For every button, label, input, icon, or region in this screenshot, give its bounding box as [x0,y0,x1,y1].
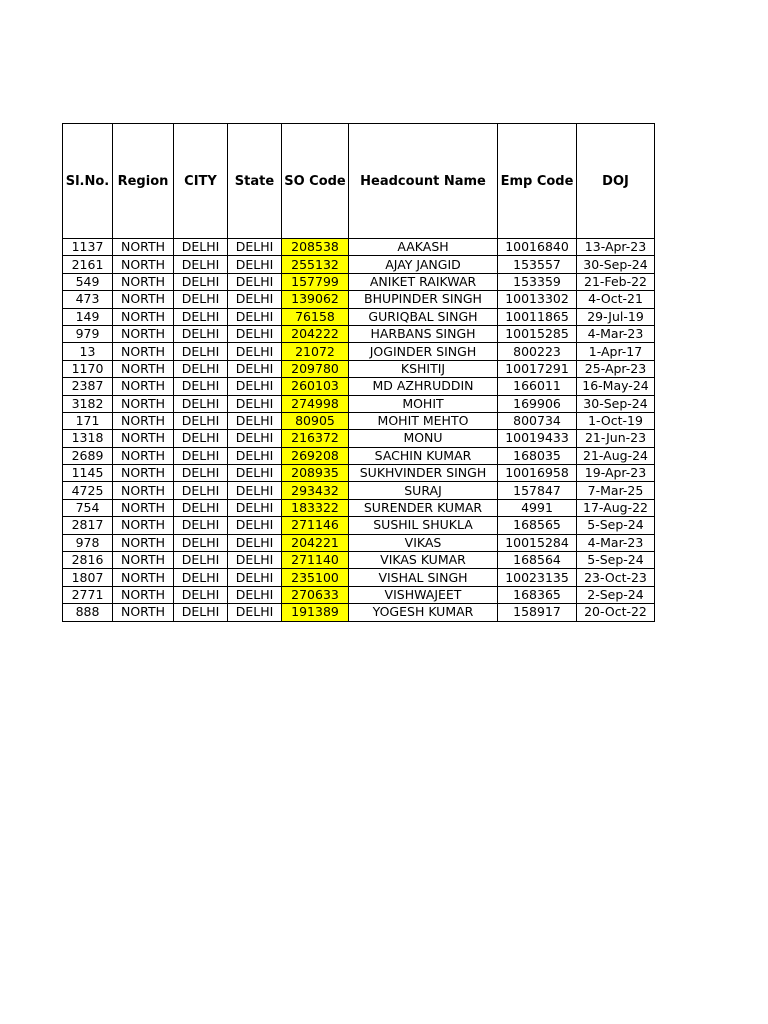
cell-headcount-name: MOHIT MEHTO [349,412,498,429]
cell-city: DELHI [174,517,228,534]
cell-state: DELHI [228,273,282,290]
table-row [63,569,655,586]
cell-doj: 30-Sep-24 [577,395,655,412]
cell-sl-no: 888 [63,604,113,621]
header-so-code: SO Code [282,124,349,239]
cell-region: NORTH [113,273,174,290]
cell-so-code: 209780 [282,360,349,377]
cell-city: DELHI [174,465,228,482]
cell-region: NORTH [113,430,174,447]
cell-city: DELHI [174,412,228,429]
cell-sl-no: 2817 [63,517,113,534]
header-headcount-name: Headcount Name [349,124,498,239]
cell-doj: 17-Aug-22 [577,499,655,516]
cell-city: DELHI [174,291,228,308]
cell-state: DELHI [228,430,282,447]
cell-region: NORTH [113,378,174,395]
cell-emp-code: 10019433 [498,430,577,447]
cell-emp-code: 169906 [498,395,577,412]
table-body [63,239,655,622]
cell-so-code: 21072 [282,343,349,360]
headcount-table [62,123,655,622]
cell-headcount-name: ANIKET RAIKWAR [349,273,498,290]
cell-headcount-name: MONU [349,430,498,447]
cell-region: NORTH [113,465,174,482]
cell-doj: 21-Feb-22 [577,273,655,290]
cell-city: DELHI [174,604,228,621]
table-row [63,586,655,603]
cell-region: NORTH [113,360,174,377]
cell-sl-no: 3182 [63,395,113,412]
cell-city: DELHI [174,325,228,342]
cell-sl-no: 2816 [63,552,113,569]
cell-headcount-name: YOGESH KUMAR [349,604,498,621]
cell-headcount-name: MD AZHRUDDIN [349,378,498,395]
cell-doj: 19-Apr-23 [577,465,655,482]
cell-emp-code: 153359 [498,273,577,290]
cell-city: DELHI [174,482,228,499]
cell-so-code: 208538 [282,239,349,256]
cell-headcount-name: MOHIT [349,395,498,412]
table-row [63,308,655,325]
cell-so-code: 293432 [282,482,349,499]
cell-sl-no: 1318 [63,430,113,447]
cell-headcount-name: AAKASH [349,239,498,256]
cell-headcount-name: VIKAS [349,534,498,551]
cell-state: DELHI [228,534,282,551]
table-row [63,447,655,464]
table-row [63,378,655,395]
table-row [63,499,655,516]
cell-sl-no: 754 [63,499,113,516]
cell-state: DELHI [228,395,282,412]
cell-headcount-name: HARBANS SINGH [349,325,498,342]
cell-sl-no: 2161 [63,256,113,273]
table-row [63,604,655,621]
cell-doj: 2-Sep-24 [577,586,655,603]
cell-doj: 1-Apr-17 [577,343,655,360]
cell-state: DELHI [228,499,282,516]
cell-state: DELHI [228,447,282,464]
cell-so-code: 191389 [282,604,349,621]
cell-sl-no: 473 [63,291,113,308]
cell-state: DELHI [228,586,282,603]
table-row [63,534,655,551]
cell-emp-code: 10023135 [498,569,577,586]
table-row [63,239,655,256]
cell-so-code: 80905 [282,412,349,429]
cell-emp-code: 10015285 [498,325,577,342]
cell-region: NORTH [113,256,174,273]
cell-state: DELHI [228,604,282,621]
cell-sl-no: 1137 [63,239,113,256]
cell-region: NORTH [113,239,174,256]
table-row [63,517,655,534]
cell-so-code: 204221 [282,534,349,551]
cell-state: DELHI [228,291,282,308]
cell-city: DELHI [174,273,228,290]
cell-so-code: 235100 [282,569,349,586]
cell-so-code: 76158 [282,308,349,325]
cell-headcount-name: JOGINDER SINGH [349,343,498,360]
table-row [63,412,655,429]
cell-sl-no: 2387 [63,378,113,395]
cell-emp-code: 168365 [498,586,577,603]
cell-emp-code: 10016958 [498,465,577,482]
cell-doj: 30-Sep-24 [577,256,655,273]
table-row [63,430,655,447]
cell-city: DELHI [174,552,228,569]
cell-doj: 21-Aug-24 [577,447,655,464]
cell-emp-code: 10016840 [498,239,577,256]
header-emp-code: Emp Code [498,124,577,239]
cell-headcount-name: BHUPINDER SINGH [349,291,498,308]
cell-region: NORTH [113,343,174,360]
cell-state: DELHI [228,256,282,273]
cell-city: DELHI [174,239,228,256]
header-state: State [228,124,282,239]
cell-emp-code: 4991 [498,499,577,516]
cell-state: DELHI [228,482,282,499]
cell-state: DELHI [228,465,282,482]
cell-state: DELHI [228,552,282,569]
cell-headcount-name: SUSHIL SHUKLA [349,517,498,534]
table-row [63,482,655,499]
cell-so-code: 255132 [282,256,349,273]
cell-city: DELHI [174,499,228,516]
cell-city: DELHI [174,378,228,395]
cell-emp-code: 157847 [498,482,577,499]
cell-doj: 1-Oct-19 [577,412,655,429]
cell-so-code: 183322 [282,499,349,516]
cell-state: DELHI [228,360,282,377]
cell-emp-code: 153557 [498,256,577,273]
cell-emp-code: 800734 [498,412,577,429]
cell-so-code: 274998 [282,395,349,412]
cell-emp-code: 10015284 [498,534,577,551]
cell-doj: 20-Oct-22 [577,604,655,621]
cell-doj: 16-May-24 [577,378,655,395]
cell-emp-code: 800223 [498,343,577,360]
table-row [63,552,655,569]
cell-headcount-name: SUKHVINDER SINGH [349,465,498,482]
cell-city: DELHI [174,430,228,447]
cell-region: NORTH [113,569,174,586]
cell-city: DELHI [174,343,228,360]
cell-so-code: 139062 [282,291,349,308]
cell-region: NORTH [113,395,174,412]
cell-headcount-name: VISHWAJEET [349,586,498,603]
cell-region: NORTH [113,586,174,603]
cell-sl-no: 1145 [63,465,113,482]
cell-state: DELHI [228,308,282,325]
table-row [63,273,655,290]
cell-state: DELHI [228,517,282,534]
cell-doj: 21-Jun-23 [577,430,655,447]
table-row [63,343,655,360]
header-city: CITY [174,124,228,239]
cell-so-code: 271140 [282,552,349,569]
cell-region: NORTH [113,552,174,569]
table-row [63,465,655,482]
cell-sl-no: 549 [63,273,113,290]
cell-emp-code: 10011865 [498,308,577,325]
cell-region: NORTH [113,534,174,551]
cell-headcount-name: AJAY JANGID [349,256,498,273]
cell-state: DELHI [228,569,282,586]
cell-region: NORTH [113,308,174,325]
cell-city: DELHI [174,395,228,412]
cell-region: NORTH [113,447,174,464]
cell-city: DELHI [174,569,228,586]
cell-city: DELHI [174,586,228,603]
cell-emp-code: 10017291 [498,360,577,377]
cell-region: NORTH [113,499,174,516]
cell-sl-no: 149 [63,308,113,325]
cell-city: DELHI [174,308,228,325]
header-sl-no: Sl.No. [63,124,113,239]
cell-region: NORTH [113,517,174,534]
cell-state: DELHI [228,239,282,256]
cell-headcount-name: KSHITIJ [349,360,498,377]
cell-emp-code: 168565 [498,517,577,534]
cell-emp-code: 168035 [498,447,577,464]
table-row [63,395,655,412]
table-row [63,256,655,273]
header-row [63,124,655,239]
cell-sl-no: 4725 [63,482,113,499]
cell-headcount-name: SURAJ [349,482,498,499]
cell-doj: 23-Oct-23 [577,569,655,586]
cell-sl-no: 978 [63,534,113,551]
cell-sl-no: 171 [63,412,113,429]
header-region: Region [113,124,174,239]
cell-emp-code: 166011 [498,378,577,395]
cell-emp-code: 168564 [498,552,577,569]
cell-sl-no: 2689 [63,447,113,464]
cell-city: DELHI [174,360,228,377]
cell-so-code: 208935 [282,465,349,482]
cell-headcount-name: VISHAL SINGH [349,569,498,586]
cell-emp-code: 158917 [498,604,577,621]
cell-so-code: 216372 [282,430,349,447]
cell-city: DELHI [174,534,228,551]
cell-sl-no: 1170 [63,360,113,377]
cell-doj: 5-Sep-24 [577,552,655,569]
cell-so-code: 271146 [282,517,349,534]
cell-state: DELHI [228,378,282,395]
cell-state: DELHI [228,325,282,342]
table-row [63,325,655,342]
cell-emp-code: 10013302 [498,291,577,308]
cell-so-code: 269208 [282,447,349,464]
cell-doj: 4-Mar-23 [577,325,655,342]
cell-region: NORTH [113,604,174,621]
header-doj: DOJ [577,124,655,239]
cell-headcount-name: VIKAS KUMAR [349,552,498,569]
cell-region: NORTH [113,325,174,342]
cell-sl-no: 13 [63,343,113,360]
cell-sl-no: 1807 [63,569,113,586]
cell-state: DELHI [228,343,282,360]
cell-doj: 4-Mar-23 [577,534,655,551]
cell-sl-no: 2771 [63,586,113,603]
cell-city: DELHI [174,256,228,273]
cell-so-code: 204222 [282,325,349,342]
cell-region: NORTH [113,412,174,429]
cell-so-code: 260103 [282,378,349,395]
cell-headcount-name: SURENDER KUMAR [349,499,498,516]
cell-region: NORTH [113,291,174,308]
cell-headcount-name: SACHIN KUMAR [349,447,498,464]
cell-so-code: 157799 [282,273,349,290]
cell-doj: 4-Oct-21 [577,291,655,308]
table-row [63,360,655,377]
cell-sl-no: 979 [63,325,113,342]
cell-city: DELHI [174,447,228,464]
cell-doj: 7-Mar-25 [577,482,655,499]
cell-so-code: 270633 [282,586,349,603]
cell-state: DELHI [228,412,282,429]
cell-doj: 29-Jul-19 [577,308,655,325]
cell-region: NORTH [113,482,174,499]
cell-doj: 13-Apr-23 [577,239,655,256]
cell-doj: 5-Sep-24 [577,517,655,534]
cell-doj: 25-Apr-23 [577,360,655,377]
cell-headcount-name: GURIQBAL SINGH [349,308,498,325]
table-row [63,291,655,308]
